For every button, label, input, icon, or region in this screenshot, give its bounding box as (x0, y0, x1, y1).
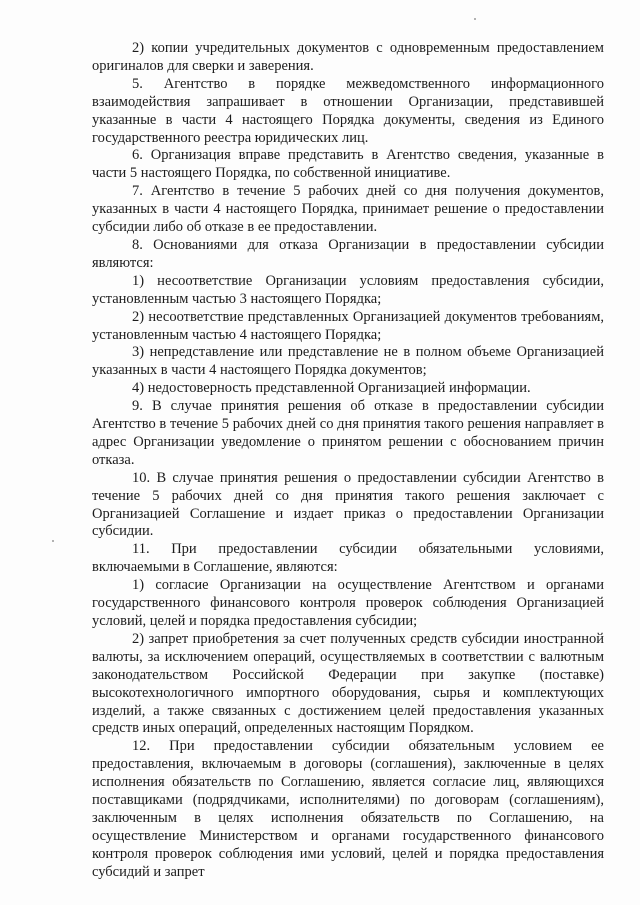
paragraph-9: 9. В случае принятия решения об отказе в предоставлении субсидии Агентство в течение 5 рабочих дней со дня принятия такого решения направляет в адрес Организации уведомление о принятом решении с обоснованием причин отказа. (92, 398, 604, 468)
paragraph-7: 7. Агентство в течение 5 рабочих дней со дня получения документов, указанных в части 4 настоящего Порядка, принимает решение о предоставлении субсидии либо об отказе в ее предоставлении. (92, 183, 604, 236)
paragraph-8-item-3: 3) непредставление или представление не в полном объеме Организацией указанных в части 4 настоящего Порядка документов; (92, 344, 604, 379)
paragraph-8: 8. Основаниями для отказа Организации в предоставлении субсидии являются: (92, 236, 604, 271)
paragraph-11: 11. При предоставлении субсидии обязательными условиями, включаемыми в Соглашение, являются: (92, 541, 604, 576)
paragraph-12: 12. При предоставлении субсидии обязательным условием ее предоставления, включаемым в договоры (соглашения), заключенные в целях исполнения обязательств по Соглашению, является согласие лиц, являющихся поставщиками (подрядчиками, исполнителями) по договорам (соглашениям), заключенным в целях исполнения обязательств по Соглашению, на осуществление Министерством и органами государственного финансового контроля проверок соблюдения ими условий, целей и порядка предоставления субсидий и запрет (92, 738, 604, 880)
paragraph-item-2-copies: 2) копии учредительных документов с одновременным предоставлением оригиналов для сверки и заверения. (92, 40, 604, 74)
paragraph-8-item-1: 1) несоответствие Организации условиям предоставления субсидии, установленным частью 3 настоящего Порядка; (92, 272, 604, 307)
paragraph-8-item-4: 4) недостоверность представленной Организацией информации. (132, 380, 531, 397)
paragraph-11-item-2: 2) запрет приобретения за счет полученных средств субсидии иностранной валюты, за исключением операций, осуществляемых в соответствии с валютным законодательством Российской Федерации при закупке (поставке) высокотехнологичного импортного оборудования, сырья и комплектующих изделий, а также связанных с достижением целей предоставления указанных средств иных операций, определенных настоящим Порядком. (92, 630, 604, 737)
scan-speck (474, 18, 476, 20)
paragraph-8-item-2: 2) несоответствие представленных Организацией документов требованиям, установленным частью 4 настоящего Порядка; (92, 308, 604, 343)
paragraph-11-item-1: 1) согласие Организации на осуществление Агентством и органами государственного финансового контроля проверок соблюдения Организацией условий, целей и порядка предоставления субсидии; (92, 577, 604, 629)
paragraph-10: 10. В случае принятия решения о предоставлении субсидии Агентство в течение 5 рабочих дней со дня принятия такого решения заключает с Организацией Соглашение и издает приказ о предоставлении Организации субсидии. (92, 469, 604, 540)
scan-speck (52, 540, 54, 542)
document-body (92, 40, 604, 882)
paragraph-5: 5. Агентство в порядке межведомственного информационного взаимодействия запрашивает в отношении Организации, представившей указанные в части 4 настоящего Порядка документы, сведения из Единого государственного реестра юридических лиц. (92, 75, 604, 146)
paragraph-6: 6. Организация вправе представить в Агентство сведения, указанные в части 5 настоящего Порядка, по собственной инициативе. (92, 147, 604, 182)
